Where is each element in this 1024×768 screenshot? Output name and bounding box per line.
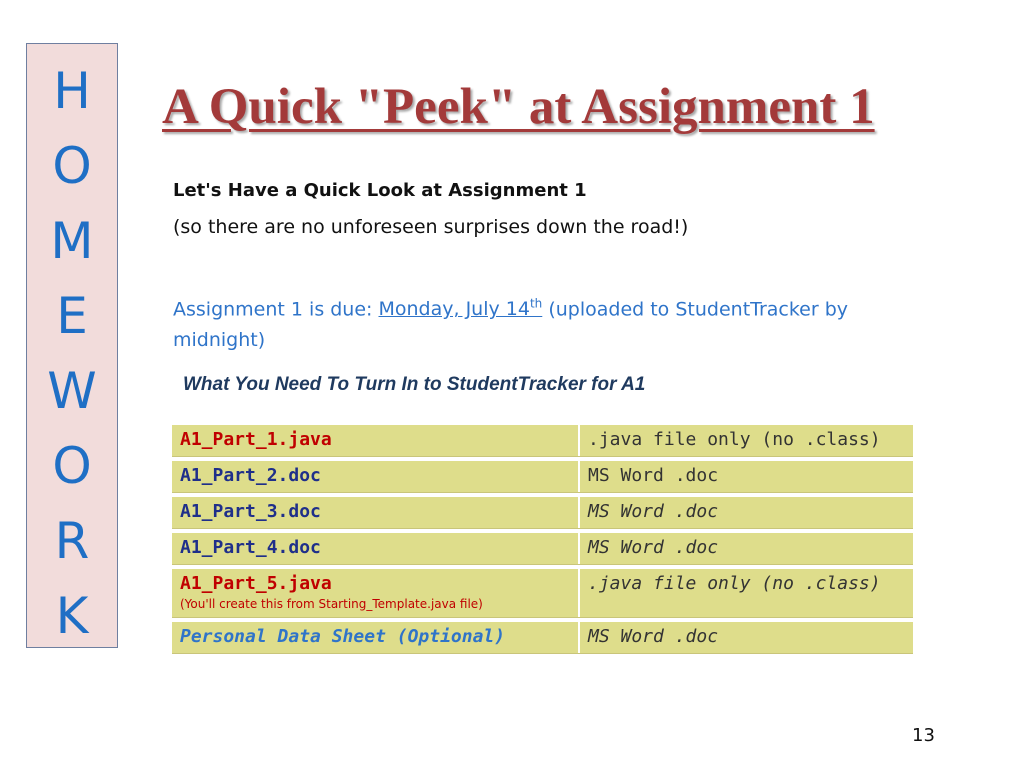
table-row <box>172 461 913 493</box>
deliverables-heading: What You Need To Turn In to StudentTracker for A1 <box>183 374 646 395</box>
file-name-cell <box>172 425 580 456</box>
intro-subtext: (so there are no unforeseen surprises down the road!) <box>173 216 689 238</box>
table-row <box>172 533 913 565</box>
file-name: A1_Part_2.doc <box>180 465 321 486</box>
homework-letter: H <box>53 62 91 120</box>
file-desc: MS Word .doc <box>588 537 719 558</box>
file-name-cell <box>172 622 580 653</box>
file-name: Personal Data Sheet (Optional) <box>180 626 506 647</box>
due-prefix: Assignment 1 is due: <box>173 298 379 321</box>
homework-letter: O <box>52 137 92 195</box>
due-rest: (uploaded to StudentTracker by midnight) <box>173 298 849 352</box>
deliverables-table <box>172 425 913 658</box>
homework-letter: W <box>47 362 97 420</box>
due-date-text <box>173 289 933 356</box>
page-number: 13 <box>912 725 935 746</box>
due-date-label: Monday, July 14 <box>378 298 530 321</box>
table-row <box>172 497 913 529</box>
file-name: A1_Part_1.java <box>180 429 332 450</box>
file-desc: MS Word .doc <box>588 626 719 647</box>
intro-heading: Let's Have a Quick Look at Assignment 1 <box>173 180 587 201</box>
file-name-cell <box>172 533 580 564</box>
file-desc: MS Word .doc <box>588 465 719 486</box>
table-row <box>172 425 913 457</box>
slide-title: A Quick "Peek" at Assignment 1 <box>162 79 875 135</box>
file-name: A1_Part_4.doc <box>180 537 321 558</box>
file-desc: MS Word .doc <box>588 501 719 522</box>
file-name-cell <box>172 497 580 528</box>
file-name: A1_Part_5.java <box>180 573 332 594</box>
file-desc: .java file only (no .class) <box>588 573 881 594</box>
table-row <box>172 622 913 654</box>
due-date <box>378 298 542 320</box>
table-row <box>172 569 913 618</box>
homework-letter: M <box>50 212 94 270</box>
homework-sidebar <box>26 43 118 648</box>
file-note: (You'll create this from Starting_Template.java file) <box>180 597 483 611</box>
homework-letter: O <box>52 437 92 495</box>
homework-letter: E <box>56 287 88 345</box>
file-name-cell <box>172 569 580 617</box>
file-name: A1_Part_3.doc <box>180 501 321 522</box>
due-date-suffix: th <box>529 297 543 311</box>
file-desc: .java file only (no .class) <box>588 429 881 450</box>
homework-letter: R <box>54 512 90 570</box>
homework-letter: K <box>55 587 89 645</box>
file-name-cell <box>172 461 580 492</box>
